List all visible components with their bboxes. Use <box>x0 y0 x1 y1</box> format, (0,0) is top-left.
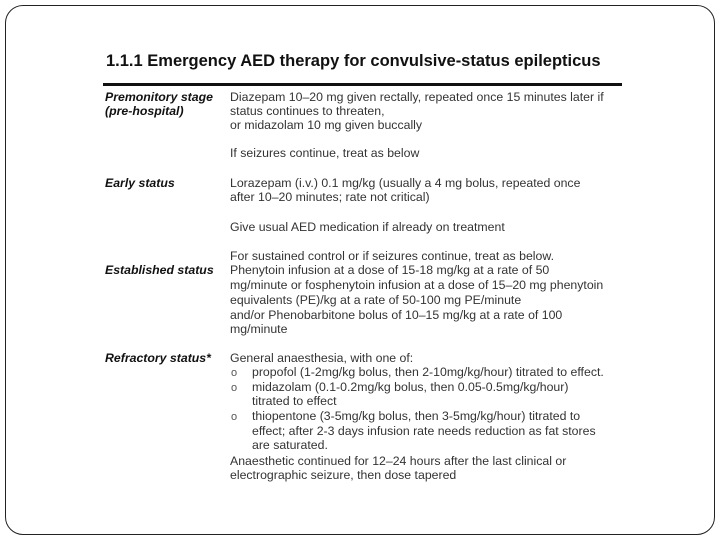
text-line: or midazolam 10 mg given buccally <box>230 118 423 132</box>
text-line: Lorazepam (i.v.) 0.1 mg/kg (usually a 4 mg bolus, repeated once <box>230 176 581 190</box>
text-line: Give usual AED medication if already on treatment <box>230 220 505 234</box>
slide-title: 1.1.1 Emergency AED therapy for convulsive-status epilepticus <box>106 52 601 70</box>
text-line: propofol (1-2mg/kg bolus, then 2-10mg/kg/hour) titrated to effect. <box>252 365 604 379</box>
text-line: thiopentone (3-5mg/kg bolus, then 3-5mg/kg/hour) titrated to <box>252 409 581 423</box>
title-rule <box>103 83 622 86</box>
text-line: Anaesthetic continued for 12–24 hours after the last clinical or <box>230 454 567 468</box>
bullet-icon: o <box>231 411 238 423</box>
text-line: after 10–20 minutes; rate not critical) <box>230 190 430 204</box>
text-line: effect; after 2-3 days infusion rate needs reduction as fat stores <box>252 424 596 438</box>
text-line: mg/minute or fosphenytoin infusion at a dose of 15–20 mg phenytoin <box>230 278 604 292</box>
bullet-icon: o <box>231 382 238 394</box>
text-line: mg/minute <box>230 322 288 336</box>
text-line: General anaesthesia, with one of: <box>230 351 414 365</box>
row-label-premonitory-sub: (pre-hospital) <box>105 104 184 118</box>
row-label-refractory: Refractory status* <box>105 351 211 365</box>
row-label-early: Early status <box>105 176 175 190</box>
text-line: If seizures continue, treat as below <box>230 146 420 160</box>
text-line: equivalents (PE)/kg at a rate of 50-100 mg PE/minute <box>230 293 522 307</box>
text-line: electrographic seizure, then dose tapered <box>230 468 457 482</box>
text-line: midazolam (0.1-0.2mg/kg bolus, then 0.05-0.5mg/kg/hour) <box>252 380 569 394</box>
text-line: and/or Phenobarbitone bolus of 10–15 mg/kg at a rate of 100 <box>230 308 563 322</box>
text-line: For sustained control or if seizures continue, treat as below. <box>230 249 554 263</box>
bullet-icon: o <box>231 367 238 379</box>
text-line: titrated to effect <box>252 394 337 408</box>
text-line: are saturated. <box>252 438 328 452</box>
row-label-premonitory: Premonitory stage <box>105 90 213 104</box>
text-line: Phenytoin infusion at a dose of 15-18 mg/kg at a rate of 50 <box>230 263 550 277</box>
text-line: Diazepam 10–20 mg given rectally, repeated once 15 minutes later if <box>230 90 604 104</box>
text-line: status continues to threaten, <box>230 104 385 118</box>
row-label-established: Established status <box>105 263 214 277</box>
